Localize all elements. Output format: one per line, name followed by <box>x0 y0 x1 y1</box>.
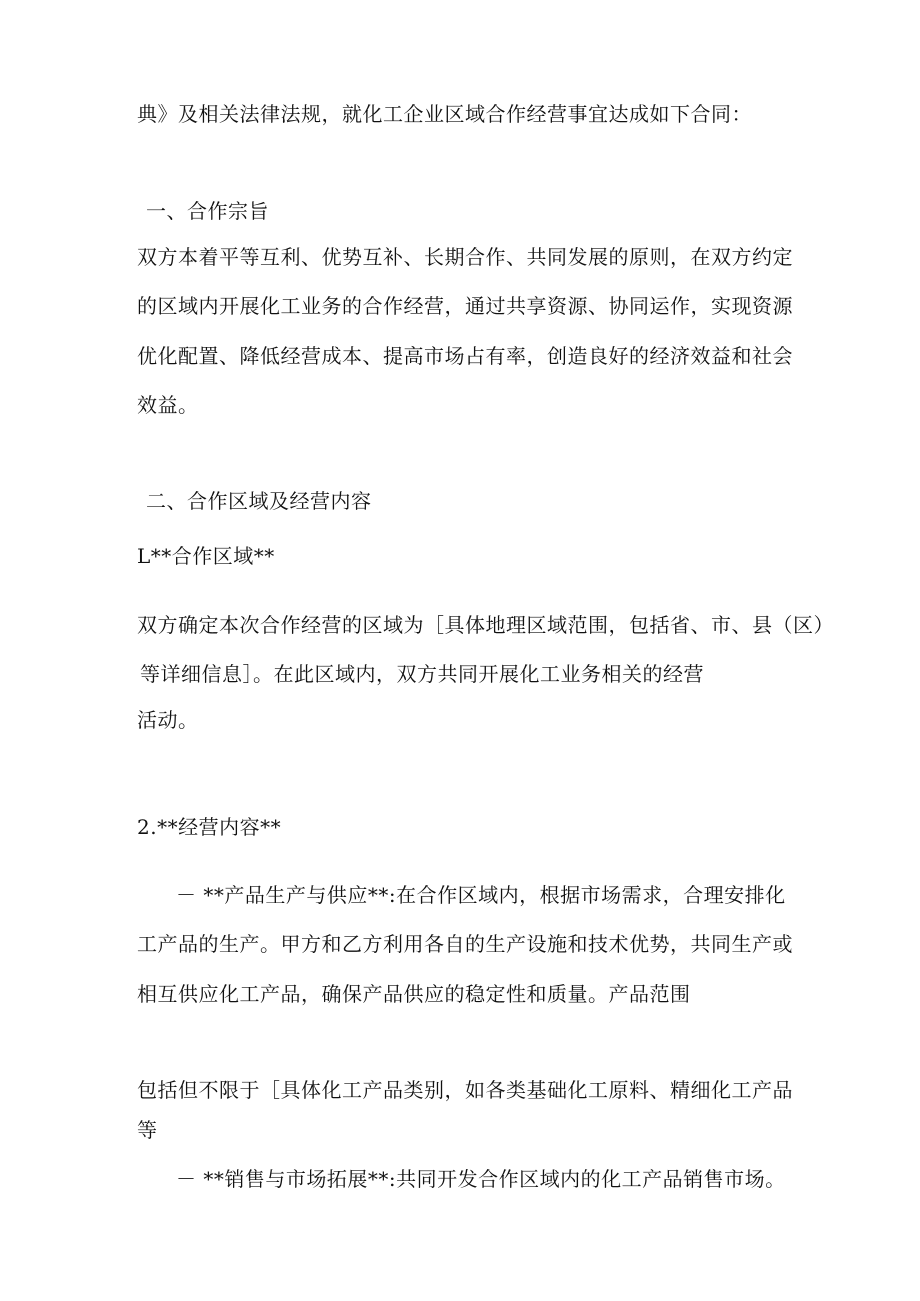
intro-line: 典》及相关法律法规，就化工企业区域合作经营事宜达成如下合同： <box>137 102 752 126</box>
section-heading-region-content: 二、合作区域及经营内容 <box>146 489 372 513</box>
subheading-business: 2.**经营内容** <box>137 815 282 839</box>
section-heading-purpose: 一、合作宗旨 <box>146 199 269 223</box>
paragraph-line: 效益。 <box>137 393 199 417</box>
paragraph-line: 工产品的生产。甲方和乙方利用各自的生产设施和技术优势，共同生产或 <box>137 932 793 956</box>
paragraph-line: 等详细信息］。在此区域内，双方共同开展化工业务相关的经营 <box>140 662 704 686</box>
paragraph-line: 相互供应化工产品，确保产品供应的稳定性和质量。产品范围 <box>137 982 691 1006</box>
paragraph-line: 双方本着平等互利、优势互补、长期合作、共同发展的原则，在双方约定 <box>137 245 793 269</box>
subheading-region: L**合作区域** <box>137 544 275 568</box>
bullet-production: － **产品生产与供应**:在合作区域内，根据市场需求，合理安排化 <box>176 883 786 907</box>
paragraph-line: 双方确定本次合作经营的区域为［具体地理区域范围，包括省、市、县（区） <box>137 613 834 637</box>
paragraph-line: 包括但不限于［具体化工产品类别，如各类基础化工原料、精细化工产品 <box>137 1078 793 1102</box>
paragraph-line: 优化配置、降低经营成本、提高市场占有率，创造良好的经济效益和社会 <box>137 344 793 368</box>
paragraph-line: 的区域内开展化工业务的合作经营，通过共享资源、协同运作，实现资源 <box>137 294 793 318</box>
paragraph-line: 等 <box>137 1118 158 1142</box>
bullet-sales: － **销售与市场拓展**:共同开发合作区域内的化工产品销售市场。 <box>176 1167 786 1191</box>
paragraph-line: 活动。 <box>137 708 199 732</box>
